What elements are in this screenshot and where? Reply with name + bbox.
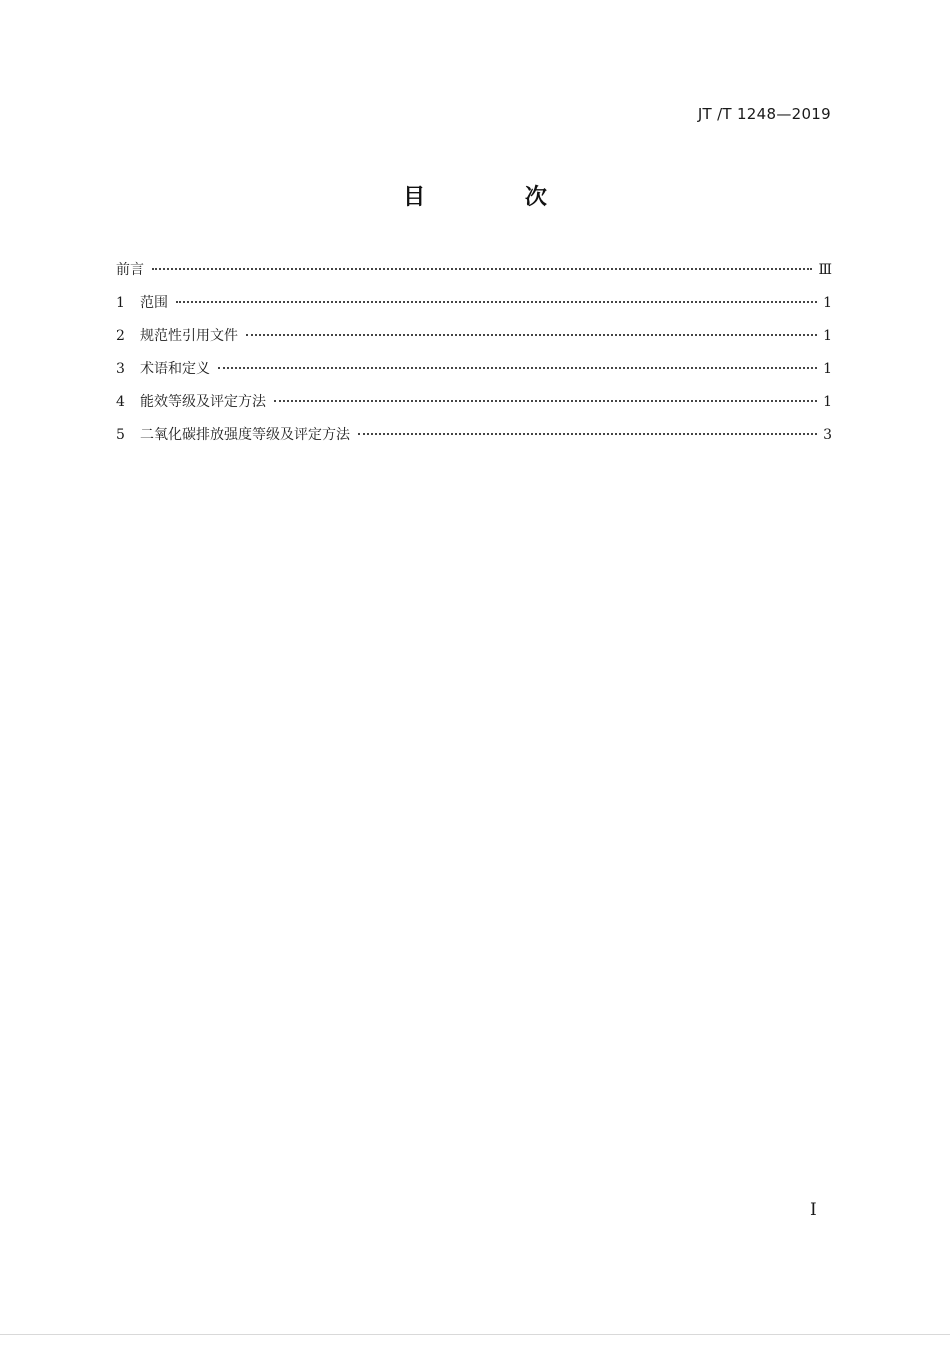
toc-entry-number: 5 bbox=[116, 427, 125, 443]
toc-entry-terms-definitions[interactable] bbox=[116, 357, 832, 390]
standard-code: JT /T 1248—2019 bbox=[697, 105, 831, 123]
toc-entry-energy-efficiency[interactable] bbox=[116, 390, 832, 423]
page-number: I bbox=[810, 1200, 817, 1220]
toc-entry-page: 1 bbox=[823, 394, 832, 410]
toc-entry-label: 能效等级及评定方法 bbox=[140, 394, 266, 410]
table-of-contents bbox=[116, 258, 832, 456]
toc-entry-label: 二氧化碳排放强度等级及评定方法 bbox=[140, 427, 350, 443]
toc-entry-number: 3 bbox=[116, 361, 125, 377]
toc-title: 目 次 bbox=[403, 185, 593, 210]
toc-entry-scope[interactable] bbox=[116, 291, 832, 324]
toc-dot-leader bbox=[246, 334, 817, 336]
toc-entry-foreword[interactable] bbox=[116, 258, 832, 291]
toc-entry-page: 1 bbox=[823, 328, 832, 344]
toc-entry-label: 规范性引用文件 bbox=[140, 328, 238, 344]
page-edge-divider bbox=[0, 1334, 950, 1335]
toc-entry-label: 前言 bbox=[116, 262, 144, 278]
toc-entry-page: 1 bbox=[823, 295, 832, 311]
toc-entry-label: 术语和定义 bbox=[140, 361, 210, 377]
toc-dot-leader bbox=[358, 433, 817, 435]
toc-entry-page: 3 bbox=[823, 427, 832, 443]
toc-dot-leader bbox=[176, 301, 817, 303]
toc-dot-leader bbox=[274, 400, 817, 402]
toc-entry-co2-intensity[interactable] bbox=[116, 423, 832, 456]
toc-entry-number: 2 bbox=[116, 328, 125, 344]
toc-entry-number: 4 bbox=[116, 394, 125, 410]
toc-entry-number: 1 bbox=[116, 295, 125, 311]
toc-entry-label: 范围 bbox=[140, 295, 168, 311]
toc-entry-page: 1 bbox=[823, 361, 832, 377]
toc-dot-leader bbox=[152, 268, 812, 270]
toc-dot-leader bbox=[218, 367, 817, 369]
toc-entry-page: Ⅲ bbox=[818, 262, 832, 278]
toc-entry-normative-references[interactable] bbox=[116, 324, 832, 357]
